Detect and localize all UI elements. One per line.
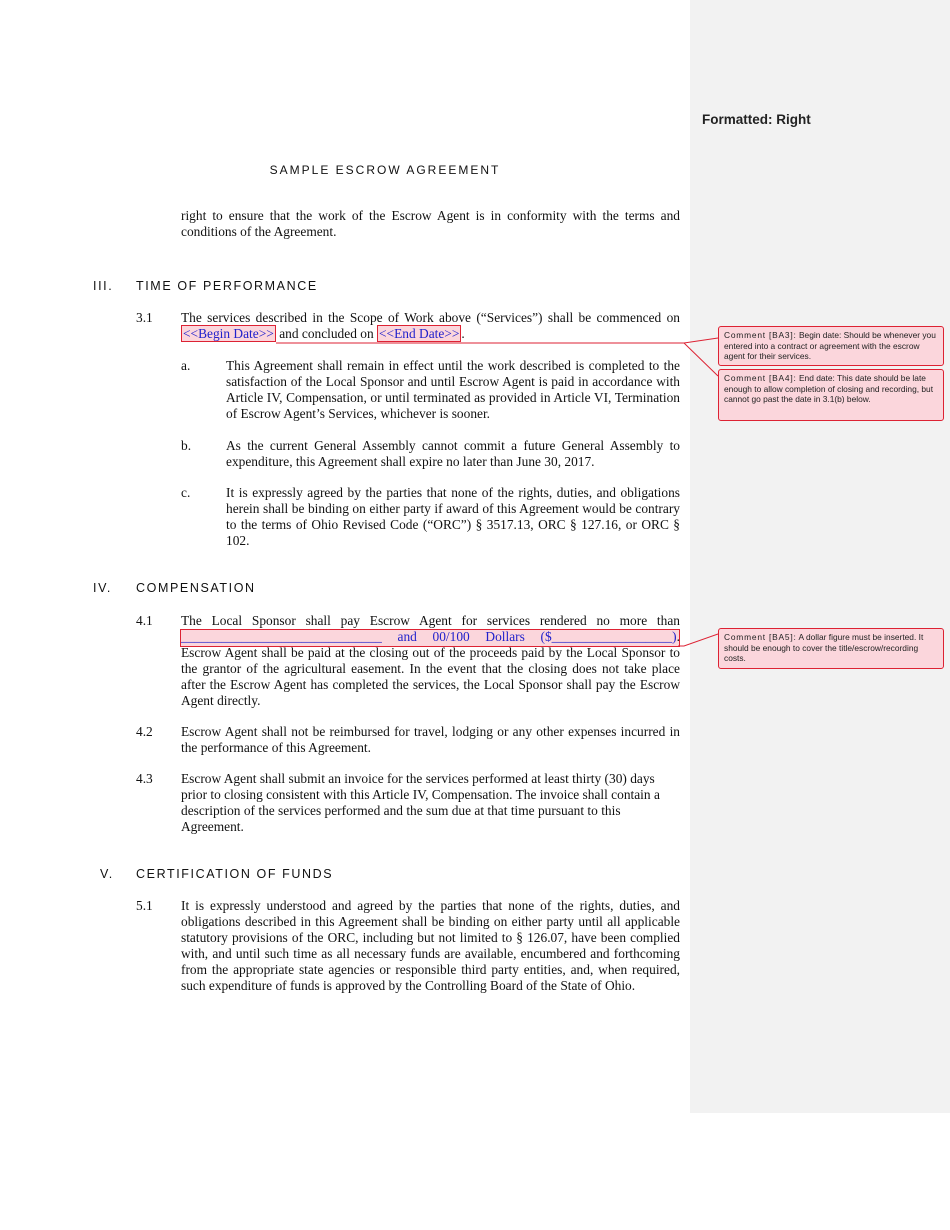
clause-5-1: It is expressly understood and agreed by the parties that none of the rights, duties, and obligations described in this Agreement shall be binding on either party until all applicable statutory provisions of the ORC, including but not limited to § 126.07, have been complied with, and until such time as all necessary funds are available, encumbered and forthcoming from the appropriate state agencies or responsible third party entities, and, when required, such expenditure of funds is approved by the Controlling Board of the State of Ohio.	[181, 898, 680, 993]
item-b-label: b.	[181, 438, 192, 453]
item-b-text: As the current General Assembly cannot commit a future General Assembly to expenditure, this Agreement shall expire no later than June 30, 2017.	[226, 438, 680, 469]
clause-3-1-line1: The services described in the Scope of Work above (“Services”) shall be commenced on	[181, 310, 680, 325]
clause-3-1-end: .	[461, 326, 465, 341]
clause-3-1-middle: and concluded on	[279, 326, 374, 341]
amount-field[interactable]: ______________________________ and 00/100 Dollars ($__________________)	[181, 629, 677, 644]
clause-4-1-line1: The Local Sponsor shall pay Escrow Agent for services rendered no more than	[181, 613, 680, 628]
comment-ba3[interactable]	[718, 326, 944, 366]
clause-5-1-number: 5.1	[136, 898, 153, 913]
comment-connector-ba4	[684, 343, 718, 376]
section-4-title: COMPENSATION	[136, 581, 256, 595]
clause-4-3: Escrow Agent shall submit an invoice for the services performed at least thirty (30) days prior to closing consistent with this Article IV, Compensation. The invoice shall contain a description of the services performed and the sum due at that time pursuant to this Agreement.	[181, 771, 660, 834]
page-header: SAMPLE ESCROW AGREEMENT	[269, 163, 501, 177]
comment-ba5-text: A dollar figure must be inserted. It should be enough to cover the title/escrow/recording costs.	[724, 632, 924, 663]
clause-4-2: Escrow Agent shall not be reimbursed for travel, lodging or any other expenses incurred in the performance of this Agreement.	[181, 724, 680, 755]
section-3-title: TIME OF PERFORMANCE	[136, 279, 318, 293]
item-c-label: c.	[181, 485, 191, 500]
comment-ba5[interactable]	[718, 628, 944, 669]
clause-4-1-amount-line	[181, 629, 680, 645]
comment-ba3-text: Begin date: Should be whenever you entered into a contract or agreement with the escrow agent for their services.	[724, 330, 936, 361]
clause-3-1-number: 3.1	[136, 310, 153, 325]
comment-ba4-text: End date: This date should be late enough to allow completion of closing and recording, but cannot go past the date in 3.1(b) below.	[724, 373, 934, 404]
clause-4-1-rest: Escrow Agent shall be paid at the closing out of the proceeds paid by the Local Sponsor to the grantor of the agricultural easement. In the event that the closing does not take place after the Escrow Agent has completed the services, the Local Sponsor shall pay the Escrow Agent directly.	[181, 645, 680, 708]
section-4-number: IV.	[93, 581, 112, 595]
comment-ba4-label: Comment [BA4]:	[724, 373, 797, 383]
amount-end: .	[676, 629, 680, 644]
clause-4-3-number: 4.3	[136, 771, 153, 786]
comment-ba4[interactable]	[718, 369, 944, 421]
section-5-number: V.	[100, 867, 114, 881]
end-date-field[interactable]: <<End Date>>	[379, 326, 460, 341]
clause-4-1-number: 4.1	[136, 613, 153, 628]
item-a-label: a.	[181, 358, 191, 373]
item-a-text: This Agreement shall remain in effect until the work described is completed to the satisfaction of the Local Sponsor and until Escrow Agent is paid in accordance with Article IV, Compensation, or until terminated as provided in Article VI, Termination of Escrow Agent’s Services, whichever is sooner.	[226, 358, 680, 421]
begin-date-field[interactable]: <<Begin Date>>	[183, 326, 274, 341]
intro-paragraph: right to ensure that the work of the Escrow Agent is in conformity with the terms and conditions of the Agreement.	[181, 208, 680, 239]
clause-4-1	[181, 613, 680, 709]
formatting-note: Formatted: Right	[702, 112, 811, 127]
comment-connector-ba5	[678, 634, 718, 646]
item-c-text: It is expressly agreed by the parties that none of the rights, duties, and obligations herein shall be binding on either party if award of this Agreement would be contrary to the terms of Ohio Revised Code (“ORC”) § 3517.13, ORC § 127.16, or ORC § 102.	[226, 485, 680, 548]
clause-3-1-line2	[181, 326, 680, 342]
clause-4-2-number: 4.2	[136, 724, 153, 739]
section-3-number: III.	[93, 279, 114, 293]
comment-ba3-label: Comment [BA3]:	[724, 330, 797, 340]
comment-ba5-label: Comment [BA5]:	[724, 632, 797, 642]
section-5-title: CERTIFICATION OF FUNDS	[136, 867, 334, 881]
clause-3-1	[181, 310, 680, 342]
